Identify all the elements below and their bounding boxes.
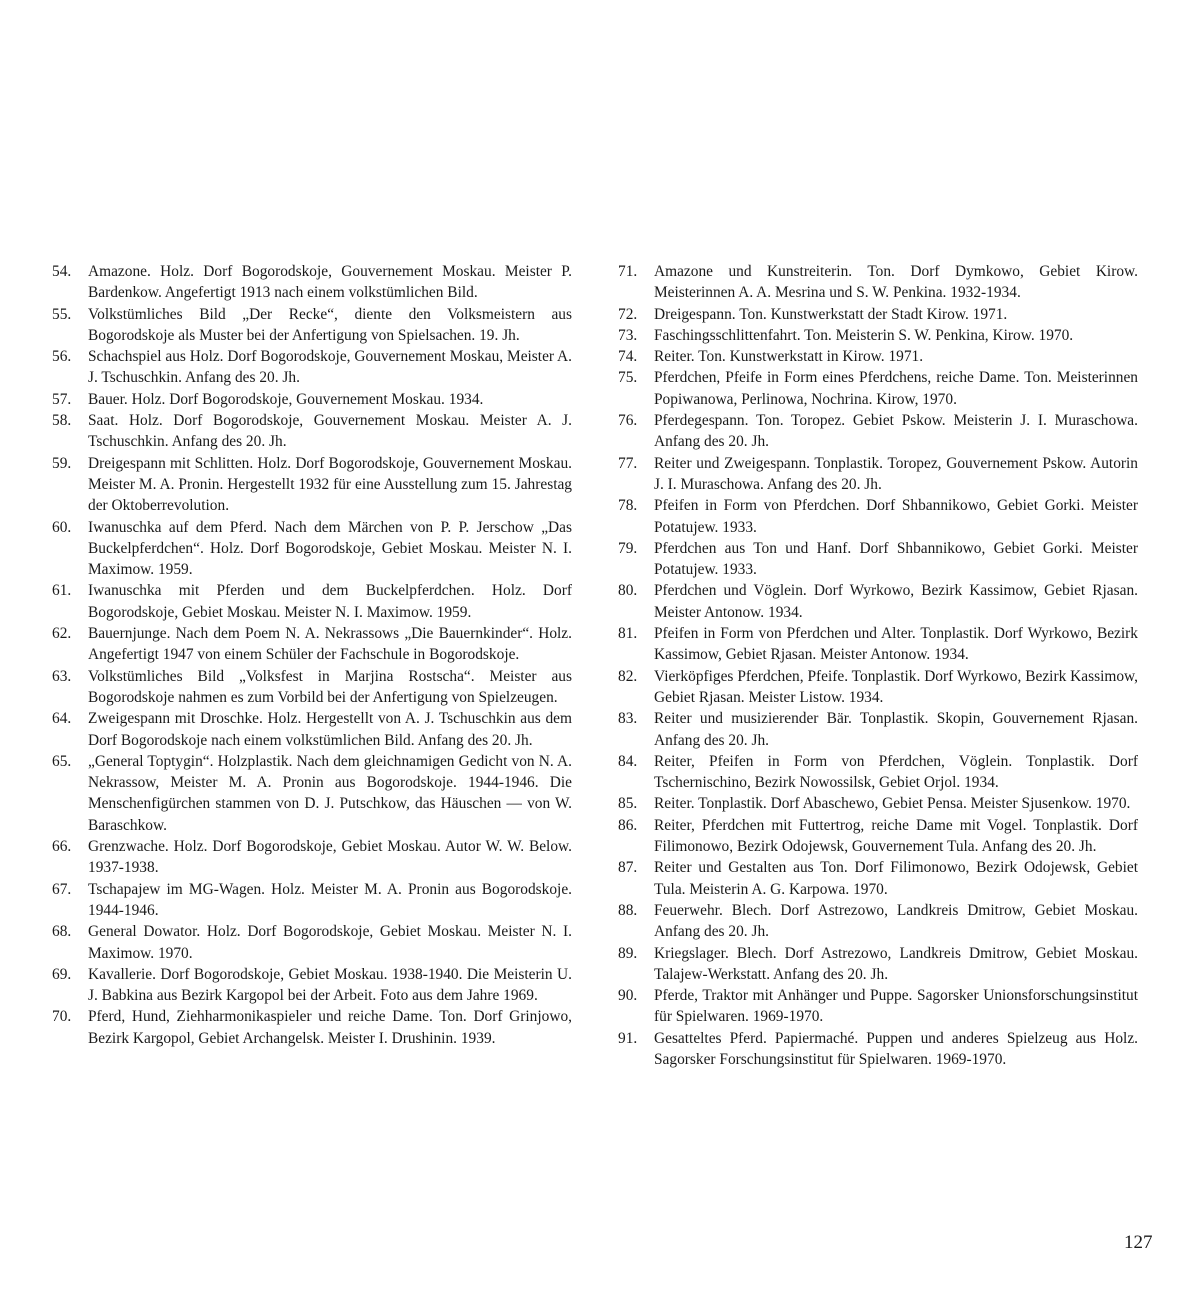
list-item [52,921,572,964]
list-item [618,410,1138,453]
item-number: 68. [52,923,72,941]
item-text: Vierköpfiges Pferdchen, Pfeife. Tonplastik. Dorf Wyrkowo, Bezirk Kassimow, Gebiet Rjasan. Meister Listow. 1934. [654,667,1138,706]
item-text: Bauer. Holz. Dorf Bogorodskoje, Gouvernement Moskau. 1934. [88,390,484,408]
item-number: 76. [618,412,638,430]
item-text: Pferdchen, Pfeife in Form eines Pferdchens, reiche Dame. Ton. Meisterinnen Popiwanowa, Perlinowa, Nochrina. Kirow, 1970. [654,369,1138,408]
item-text: Reiter. Tonplastik. Dorf Abaschewo, Gebiet Pensa. Meister Sjusenkow. 1970. [654,795,1131,813]
right-column [618,261,1138,1070]
item-text: Grenzwache. Holz. Dorf Bogorodskoje, Gebiet Moskau. Autor W. W. Below. 1937-1938. [88,838,572,877]
item-number: 70. [52,1008,72,1026]
list-item [618,751,1138,794]
item-text: Zweigespann mit Droschke. Holz. Hergestellt von A. J. Tschuschkin aus dem Dorf Bogorodskoje nach einem volkstümlichen Bild. Anfang des 20. Jh. [88,710,572,749]
item-text: Pferde, Traktor mit Anhänger und Puppe. Sagorsker Unionsforschungsinstitut für Spielwaren. 1969-1970. [654,987,1138,1026]
list-item [618,666,1138,709]
item-number: 87. [618,859,638,877]
item-number: 85. [618,795,638,813]
list-item [618,304,1138,325]
item-number: 60. [52,518,72,536]
item-number: 73. [618,326,638,344]
item-number: 78. [618,497,638,515]
list-item [618,453,1138,496]
list-item [52,517,572,581]
item-number: 56. [52,348,72,366]
item-text: Bauernjunge. Nach dem Poem N. A. Nekrassows „Die Bauernkinder“. Holz. Angefertigt 1947 von einem Schüler der Fachschule in Bogorodskoje. [88,625,572,664]
item-number: 69. [52,965,72,983]
list-item [618,367,1138,410]
item-text: Faschingsschlittenfahrt. Ton. Meisterin S. W. Penkina, Kirow. 1970. [654,326,1074,344]
item-text: Pferdchen und Vöglein. Dorf Wyrkowo, Bezirk Kassimow, Gebiet Rjasan. Meister Antonow. 1934. [654,582,1138,621]
page-number: 127 [1124,1232,1153,1253]
list-item [618,857,1138,900]
item-text: Tschapajew im MG-Wagen. Holz. Meister M. A. Pronin aus Bogorodskoje. 1944-1946. [88,880,572,919]
list-item [52,261,572,304]
item-number: 90. [618,987,638,1005]
item-number: 86. [618,816,638,834]
list-item [618,538,1138,581]
item-number: 75. [618,369,638,387]
item-text: Pfeifen in Form von Pferdchen und Alter. Tonplastik. Dorf Wyrkowo, Bezirk Kassimow, Gebiet Rjasan. Meister Antonow. 1934. [654,625,1138,664]
list-item [52,389,572,410]
list-item [618,900,1138,943]
list-item [52,836,572,879]
item-text: Volkstümliches Bild „Der Recke“, diente den Volksmeistern aus Bogorodskoje als Muster bei der Anfertigung von Spielsachen. 19. Jh. [88,305,572,344]
item-text: Reiter und Gestalten aus Ton. Dorf Filimonowo, Bezirk Odojewsk, Gebiet Tula. Meisterin A. G. Karpowa. 1970. [654,859,1138,898]
item-text: Kriegslager. Blech. Dorf Astrezowo, Landkreis Dmitrow, Gebiet Moskau. Talajew-Werkstatt. Anfang des 20. Jh. [654,944,1138,983]
list-item [618,495,1138,538]
item-text: Kavallerie. Dorf Bogorodskoje, Gebiet Moskau. 1938-1940. Die Meisterin U. J. Babkina aus Bezirk Kargopol bei der Arbeit. Foto aus dem Jahre 1969. [88,965,572,1005]
list-item [52,304,572,347]
item-text: Gesatteltes Pferd. Papiermaché. Puppen und anderes Spielzeug aus Holz. Sagorsker Forschungsinstitut für Spielwaren. 1969-1970. [654,1029,1138,1068]
list-item [618,943,1138,986]
item-number: 67. [52,880,72,898]
item-number: 64. [52,710,72,728]
item-text: Schachspiel aus Holz. Dorf Bogorodskoje, Gouvernement Moskau, Meister A. J. Tschuschkin. Anfang des 20. Jh. [88,348,572,387]
list-item [52,623,572,666]
list-item [618,580,1138,623]
left-column [52,261,572,1049]
item-number: 82. [618,667,638,685]
item-text: Reiter, Pferdchen mit Futtertrog, reiche Dame mit Vogel. Tonplastik. Dorf Filimonowo, Bezirk Odojewsk, Gouvernement Tula. Anfang des 20. Jh. [654,816,1138,856]
item-number: 61. [52,582,72,600]
item-text: Reiter, Pfeifen in Form von Pferdchen, Vöglein. Tonplastik. Dorf Tschernischino, Bezirk Nowossilsk, Gebiet Orjol. 1934. [654,752,1138,792]
item-text: Pferdchen aus Ton und Hanf. Dorf Shbannikowo, Gebiet Gorki. Meister Potatujew. 1933. [654,539,1138,579]
list-item [618,325,1138,346]
list-item [618,793,1138,814]
item-text: Pfeifen in Form von Pferdchen. Dorf Shbannikowo, Gebiet Gorki. Meister Potatujew. 1933. [654,497,1138,536]
item-text: Amazone und Kunstreiterin. Ton. Dorf Dymkowo, Gebiet Kirow. Meisterinnen A. A. Mesrina und S. W. Penkina. 1932-1934. [654,263,1138,302]
list-item [618,985,1138,1028]
item-number: 72. [618,305,638,323]
item-text: Amazone. Holz. Dorf Bogorodskoje, Gouvernement Moskau. Meister P. Bardenkow. Angefertigt 1913 nach einem volkstümlichen Bild. [88,263,572,302]
item-text: „General Toptygin“. Holzplastik. Nach dem gleichnamigen Gedicht von N. A. Nekrassow, Meister M. A. Pronin aus Bogorodskoje. 1944-1946. Die Menschenfigürchen stammen von D. J. Putschkow, das Häuschen — von W. Baraschkow. [88,752,572,834]
item-text: Reiter. Ton. Kunstwerkstatt in Kirow. 1971. [654,348,924,366]
item-number: 58. [52,412,72,430]
list-item [618,346,1138,367]
item-number: 66. [52,838,72,856]
item-text: Pferd, Hund, Ziehharmonikaspieler und reiche Dame. Ton. Dorf Grinjowo, Bezirk Kargopol, Gebiet Archangelsk. Meister I. Drushinin. 1939. [88,1008,572,1047]
list-item [618,815,1138,858]
list-item [618,708,1138,751]
item-number: 63. [52,667,72,685]
item-text: Pferdegespann. Ton. Toropez. Gebiet Pskow. Meisterin J. I. Muraschowa. Anfang des 20. Jh. [654,412,1138,451]
list-item [618,623,1138,666]
item-number: 62. [52,625,72,643]
item-number: 55. [52,305,72,323]
item-text: Reiter und musizierender Bär. Tonplastik. Skopin, Gouvernement Rjasan. Anfang des 20. Jh. [654,710,1138,749]
item-number: 57. [52,390,72,408]
item-number: 59. [52,454,72,472]
item-number: 91. [618,1029,638,1047]
item-text: Saat. Holz. Dorf Bogorodskoje, Gouvernement Moskau. Meister A. J. Tschuschkin. Anfang des 20. Jh. [88,412,572,451]
item-number: 80. [618,582,638,600]
item-number: 83. [618,710,638,728]
list-item [52,453,572,517]
list-item [52,410,572,453]
item-number: 74. [618,348,638,366]
item-number: 54. [52,263,72,280]
item-text: Iwanuschka auf dem Pferd. Nach dem Märchen von P. P. Jerschow „Das Buckelpferdchen“. Holz. Dorf Bogorodskoje, Gebiet Moskau. Meister N. I. Maximow. 1959. [88,518,572,579]
list-item [52,879,572,922]
item-text: General Dowator. Holz. Dorf Bogorodskoje, Gebiet Moskau. Meister N. I. Maximow. 1970. [88,923,572,962]
list-item [618,1028,1138,1071]
item-text: Iwanuschka mit Pferden und dem Buckelpferdchen. Holz. Dorf Bogorodskoje, Gebiet Moskau. Meister N. I. Maximow. 1959. [88,582,572,621]
list-item [52,1006,572,1049]
item-number: 77. [618,454,638,472]
item-text: Dreigespann mit Schlitten. Holz. Dorf Bogorodskoje, Gouvernement Moskau. Meister M. A. Pronin. Hergestellt 1932 für eine Ausstellung zum 15. Jahrestag der Oktoberrevolution. [88,454,572,515]
list-item [52,666,572,709]
item-number: 79. [618,539,638,557]
item-number: 84. [618,752,638,770]
list-item [52,580,572,623]
list-item [618,261,1138,304]
item-number: 88. [618,901,638,919]
list-item [52,964,572,1007]
item-text: Dreigespann. Ton. Kunstwerkstatt der Stadt Kirow. 1971. [654,305,1008,323]
list-item [52,751,572,836]
item-number: 71. [618,263,638,280]
item-number: 65. [52,752,72,770]
list-item [52,708,572,751]
item-text: Feuerwehr. Blech. Dorf Astrezowo, Landkreis Dmitrow, Gebiet Moskau. Anfang des 20. Jh. [654,901,1138,941]
item-number: 81. [618,625,638,643]
item-number: 89. [618,944,638,962]
item-text: Reiter und Zweigespann. Tonplastik. Toropez, Gouvernement Pskow. Autorin J. I. Muraschowa. Anfang des 20. Jh. [654,454,1138,493]
item-text: Volkstümliches Bild „Volksfest in Marjina Rostscha“. Meister aus Bogorodskoje nahmen es zum Vorbild bei der Anfertigung von Spielzeugen. [88,667,572,706]
list-item [52,346,572,389]
